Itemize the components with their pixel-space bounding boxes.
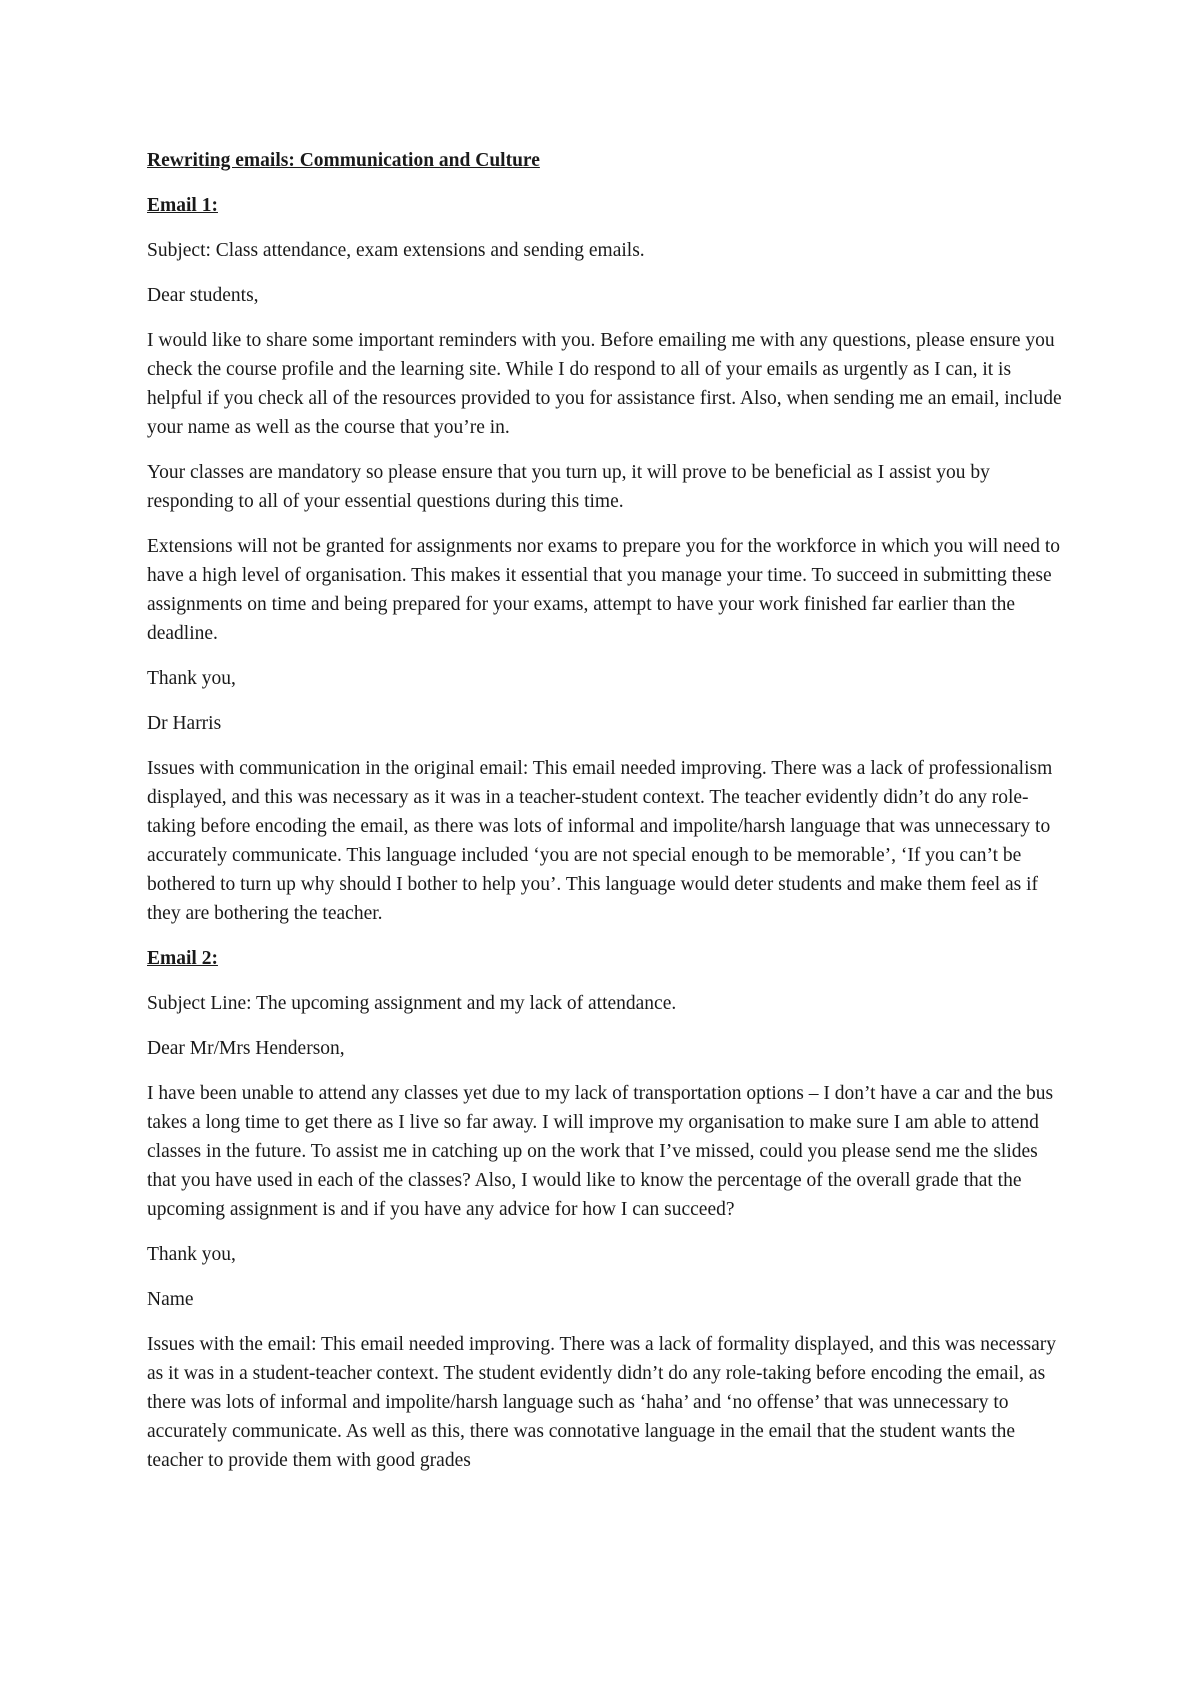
- email-2-greeting: Dear Mr/Mrs Henderson,: [147, 1038, 345, 1059]
- email-1-subject: Subject: Class attendance, exam extensions and sending emails.: [147, 240, 645, 261]
- email-1-closing: Thank you,: [147, 668, 236, 689]
- email-2-closing: Thank you,: [147, 1244, 236, 1265]
- email-1-paragraph-2: Your classes are mandatory so please ensure that you turn up, it will prove to be beneficial as I assist you by responding to all of your essential questions during this time.: [147, 462, 990, 512]
- email-1-signature: Dr Harris: [147, 713, 222, 734]
- email-1-paragraph-3: Extensions will not be granted for assignments nor exams to prepare you for the workforce in which you will need to have a high level of organisation. This makes it essential that you manage your time. To succeed in submitting these assignments on time and being prepared for your exams, attempt to have your work finished far earlier than the deadline.: [147, 536, 1061, 644]
- email-1-paragraph-1: I would like to share some important reminders with you. Before emailing me with any questions, please ensure you check the course profile and the learning site. While I do respond to all of your emails as urgently as I can, it is helpful if you check all of the resources provided to you for assistance first. Also, when sending me an email, include your name as well as the course that you’re in.: [147, 330, 1062, 438]
- email-1-greeting: Dear students,: [147, 285, 259, 306]
- email-2-paragraph-1: I have been unable to attend any classes yet due to my lack of transportation options – I don’t have a car and the bus takes a long time to get there as I live so far away. I will improve my organisation to make sure I am able to attend classes in the future. To assist me in catching up on the work that I’ve missed, could you please send me the slides that you have used in each of the classes? Also, I would like to know the percentage of the overall grade that the upcoming assignment is and if you have any advice for how I can succeed?: [147, 1083, 1054, 1220]
- email-2-subject: Subject Line: The upcoming assignment and my lack of attendance.: [147, 993, 677, 1014]
- email-1-heading: Email 1:: [147, 195, 218, 216]
- email-2-issues: Issues with the email: This email needed improving. There was a lack of formality displayed, and this was necessary as it was in a student-teacher context. The student evidently didn’t do any role-taking before encoding the email, as there was lots of informal and impolite/harsh language such as ‘haha’ and ‘no offense’ that was unnecessary to accurately communicate. As well as this, there was connotative language in the email that the student wants the teacher to provide them with good grades: [147, 1334, 1057, 1471]
- document-body: [147, 146, 1067, 1491]
- email-1-issues: Issues with communication in the original email: This email needed improving. There was a lack of professionalism displayed, and this was necessary as it was in a teacher-student context. The teacher evidently didn’t do any role-taking before encoding the email, as there was lots of informal and impolite/harsh language that was unnecessary to accurately communicate. This language included ‘you are not special enough to be memorable’, ‘If you can’t be bothered to turn up why should I bother to help you’. This language would deter students and make them feel as if they are bothering the teacher.: [147, 758, 1053, 924]
- document-title: Rewriting emails: Communication and Culture: [147, 150, 540, 171]
- email-2-signature: Name: [147, 1289, 194, 1310]
- email-2-heading: Email 2:: [147, 948, 218, 969]
